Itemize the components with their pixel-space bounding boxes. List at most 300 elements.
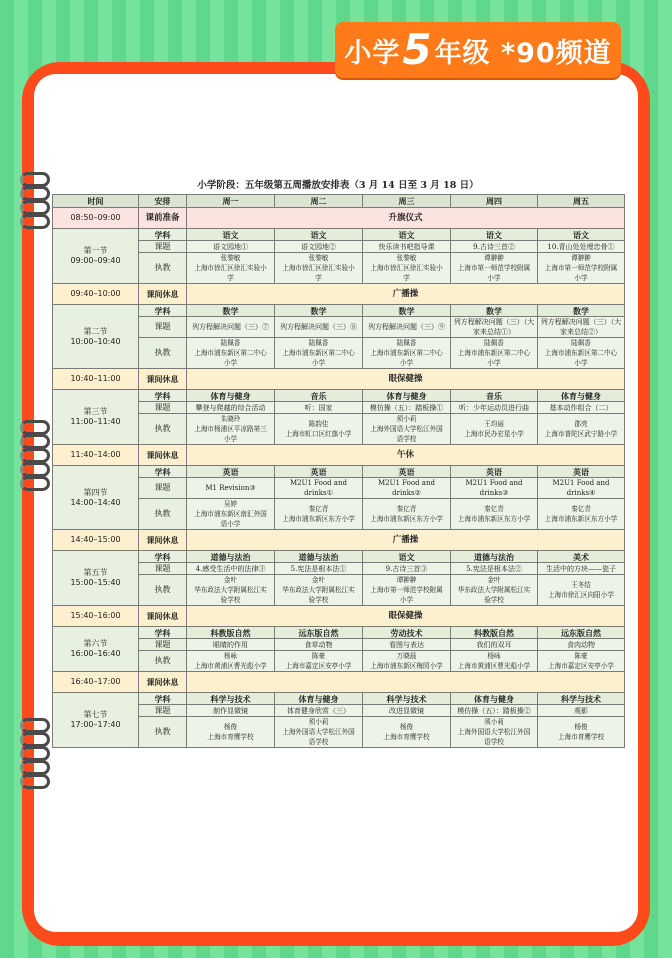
slot-label: 课间休息 [139, 445, 187, 466]
row-label-subject: 学科 [139, 390, 187, 402]
teacher-line: 陈豪 [574, 652, 588, 660]
teacher-line: 小学 [223, 435, 238, 443]
topic-row [53, 705, 625, 717]
banner-grade: 5 [402, 25, 433, 74]
period-time: 14:00–14:40 [70, 497, 121, 507]
subject-cell: 音乐 [275, 390, 363, 402]
row-label-subject: 学科 [139, 693, 187, 705]
teacher-line: 陆佩香 [484, 339, 504, 347]
teacher-line: 上海市浦东新区东方小学 [544, 515, 618, 523]
subject-cell: 数学 [451, 305, 538, 317]
teacher-line: 上海外国语大学松江外国 [370, 425, 443, 433]
teacher-cell [363, 575, 451, 606]
teacher-line: 张黎敏 [220, 254, 241, 262]
header-friday: 周五 [538, 195, 625, 208]
period-cell [53, 390, 139, 445]
row-label-topic: 课题 [139, 639, 187, 651]
topic-cell: M2U1 Food and drinks② [363, 478, 451, 499]
slot-activity: 广播操 [187, 530, 625, 551]
teacher-cell [187, 338, 275, 369]
teacher-cell [187, 651, 275, 672]
teacher-cell [363, 651, 451, 672]
teacher-line: 万晓晨 [396, 652, 417, 660]
topic-cell: 10.青山处处埋忠骨① [538, 241, 625, 253]
teacher-line: 上海市民办宏星小学 [464, 430, 524, 438]
teacher-line: 上海市浦东新区东方小学 [370, 515, 443, 523]
slot-time: 16:40–17:00 [53, 672, 139, 693]
teacher-line: 学 [227, 274, 234, 282]
subject-cell: 英语 [187, 466, 275, 478]
teacher-line: 上海市育鹰学校 [557, 733, 605, 741]
period-cell [53, 551, 139, 606]
teacher-line: 上海市徐汇区徐汇实验小 [194, 264, 267, 272]
row-label-subject: 学科 [139, 551, 187, 563]
topic-cell: 食草动物 [275, 639, 363, 651]
subject-row [53, 551, 625, 563]
subject-cell: 语文 [275, 229, 363, 241]
teacher-line: 张黎敏 [396, 254, 417, 262]
row-label-subject: 学科 [139, 305, 187, 317]
topic-row [53, 639, 625, 651]
teacher-cell [538, 651, 625, 672]
break-row [53, 606, 625, 627]
binder-ring-icon [20, 760, 50, 775]
teacher-line: 谭翀翀 [484, 254, 504, 262]
teacher-line: 上海市第一师范学校附属 [544, 264, 618, 272]
teacher-line: 上海市浦东新区梅园小学 [370, 662, 443, 670]
teacher-line: 小学 [399, 359, 414, 367]
teacher-line: 陆佩香 [220, 339, 241, 347]
topic-cell: 9.古诗三首③ [363, 563, 451, 575]
topic-cell: 看图与表达 [363, 639, 451, 651]
binder-ring-icon [20, 200, 50, 215]
subject-cell: 科学与技术 [363, 693, 451, 705]
subject-cell: 道德与法治 [275, 551, 363, 563]
topic-cell: 5.宪法是根本法① [275, 563, 363, 575]
teacher-line: 上海市第一师范学校附属 [370, 586, 443, 594]
period-time: 09:00–09:40 [70, 256, 121, 265]
teacher-line: 金叶 [487, 576, 501, 584]
subject-cell: 数学 [275, 305, 363, 317]
period-time: 15:00–15:40 [70, 578, 121, 587]
teacher-line: 郡亮 [574, 420, 588, 428]
teacher-line: 华东政法大学附属松江实 [282, 586, 355, 594]
teacher-line: 须小莉 [484, 718, 504, 726]
teacher-line: 小学 [223, 359, 238, 367]
teacher-line: 语学校 [396, 435, 417, 443]
schedule-title: 小学阶段：五年级第五周播放安排表（3 月 14 日至 3 月 18 日） [197, 180, 479, 191]
binder-ring-icon [20, 718, 50, 733]
binder-ring-icon [20, 420, 50, 435]
header-tuesday: 周二 [275, 195, 363, 208]
subject-cell: 语文 [363, 229, 451, 241]
banner-suffix: 年级 *90频道 [434, 37, 612, 69]
subject-cell: 数学 [187, 305, 275, 317]
binder-ring-icon [20, 186, 50, 201]
slot-activity: 眼保健操 [187, 606, 625, 627]
row-label-topic: 课题 [139, 563, 187, 575]
teacher-row [53, 253, 625, 284]
teacher-line: 华东政法大学附属松江实 [194, 586, 267, 594]
slot-label: 课间休息 [139, 672, 187, 693]
subject-cell: 美术 [538, 551, 625, 563]
teacher-line: 上海市虹口区红旗小学 [285, 430, 352, 438]
subject-row [53, 229, 625, 241]
binder-ring-icon [20, 774, 50, 789]
period-cell [53, 627, 139, 672]
teacher-row [53, 338, 625, 369]
subject-cell: 科教版自然 [451, 627, 538, 639]
topic-cell: 攀登与爬越的综合活动 [187, 402, 275, 414]
period-time: 11:00–11:40 [70, 417, 121, 426]
row-label-topic: 课题 [139, 478, 187, 499]
teacher-line: 小学 [487, 274, 501, 282]
binder-ring-icon [20, 732, 50, 747]
teacher-line: 上海市浦东新区南汇外国 [194, 510, 267, 518]
slot-activity [187, 672, 625, 693]
subject-cell: 语文 [538, 229, 625, 241]
period-cell [53, 305, 139, 369]
topic-cell: 体育健身欣赏（三） [275, 705, 363, 717]
teacher-line: 验学校 [220, 596, 241, 604]
teacher-line: 上海市黄浦区曹光彪小学 [194, 662, 267, 670]
teacher-line: 王均丽 [484, 420, 504, 428]
teacher-line: 陆佩香 [308, 339, 329, 347]
teacher-line: 小学 [574, 359, 588, 367]
schedule-table [52, 194, 625, 748]
teacher-line: 验学校 [308, 596, 329, 604]
teacher-cell [275, 575, 363, 606]
teacher-cell [363, 414, 451, 445]
slot-label: 课前准备 [139, 208, 187, 229]
binder-ring-icon [20, 476, 50, 491]
teacher-line: 张黎敏 [308, 254, 329, 262]
teacher-cell [538, 717, 625, 748]
teacher-line: 须小莉 [308, 718, 329, 726]
subject-cell: 英语 [275, 466, 363, 478]
row-label-subject: 学科 [139, 466, 187, 478]
binder-ring-icon [20, 434, 50, 449]
period-name: 第五节 [83, 568, 108, 577]
teacher-line: 上海外国语大学松江外国 [457, 728, 531, 736]
header-arrangement: 安排 [139, 195, 187, 208]
teacher-row [53, 575, 625, 606]
period-name: 第七节 [83, 710, 108, 719]
topic-cell: M2U1 Food and drinks① [275, 478, 363, 499]
teacher-line: 学 [403, 274, 410, 282]
teacher-line: 上海市浦东新区第二中心 [194, 349, 267, 357]
subject-cell: 数学 [363, 305, 451, 317]
topic-cell: 快乐读书吧指导课 [363, 241, 451, 253]
slot-time: 10:40–11:00 [53, 369, 139, 390]
subject-cell: 体育与健身 [363, 390, 451, 402]
teacher-line: 华东政法大学附属松江实 [457, 586, 531, 594]
teacher-line: 上海市育鹰学校 [207, 733, 254, 741]
teacher-line: 秦亿青 [396, 505, 417, 513]
teacher-line: 上海市育鹰学校 [383, 733, 430, 741]
binder-ring-icon [20, 448, 50, 463]
teacher-line: 语小学 [220, 520, 241, 528]
teacher-line: 上海市徐汇区徐汇实验小 [370, 264, 443, 272]
subject-cell: 道德与法治 [187, 551, 275, 563]
slot-time: 09:40–10:00 [53, 284, 139, 305]
topic-cell: 列方程解决问题（三）（大家来总结②） [538, 317, 625, 338]
teacher-line: 上海市浦东新区第二中心 [370, 349, 443, 357]
subject-cell: 科学与技术 [187, 693, 275, 705]
topic-cell: M2U1 Food and drinks④ [538, 478, 625, 499]
teacher-line: 杨俊 [574, 723, 588, 731]
header-thursday: 周四 [451, 195, 538, 208]
period-name: 第一节 [83, 246, 108, 255]
teacher-line: 小学 [399, 596, 414, 604]
period-cell [53, 229, 139, 284]
subject-cell: 科教版自然 [187, 627, 275, 639]
teacher-row [53, 499, 625, 530]
teacher-cell [538, 414, 625, 445]
slot-time: 08:50–09:00 [53, 208, 139, 229]
teacher-line: 上海市黄浦区曹光彪小学 [457, 662, 531, 670]
slot-label: 课间休息 [139, 284, 187, 305]
subject-cell: 道德与法治 [451, 551, 538, 563]
teacher-cell [451, 717, 538, 748]
teacher-cell [363, 253, 451, 284]
row-label-teacher: 执教 [139, 499, 187, 530]
teacher-cell [538, 338, 625, 369]
binder-ring-icon [20, 746, 50, 761]
teacher-cell [275, 338, 363, 369]
teacher-line: 上海市徐汇区徐汇实验小 [282, 264, 355, 272]
teacher-line: 秦亿青 [571, 505, 591, 513]
teacher-line: 小学 [311, 359, 326, 367]
teacher-line: 朱晓玲 [220, 415, 241, 423]
teacher-line: 谭翀翀 [571, 254, 591, 262]
slot-activity: 午休 [187, 445, 625, 466]
teacher-line: 小学 [487, 359, 501, 367]
row-label-topic: 课题 [139, 241, 187, 253]
subject-row [53, 305, 625, 317]
teacher-cell [451, 414, 538, 445]
break-row [53, 672, 625, 693]
teacher-cell [187, 414, 275, 445]
row-label-topic: 课题 [139, 317, 187, 338]
teacher-line: 须小莉 [396, 415, 417, 423]
teacher-cell [363, 717, 451, 748]
subject-cell: 体育与健身 [538, 390, 625, 402]
row-label-teacher: 执教 [139, 575, 187, 606]
break-row [53, 445, 625, 466]
teacher-cell [451, 575, 538, 606]
subject-cell: 英语 [451, 466, 538, 478]
row-label-teacher: 执教 [139, 651, 187, 672]
period-name: 第四节 [83, 487, 108, 497]
header-time: 时间 [53, 195, 139, 208]
row-label-teacher: 执教 [139, 253, 187, 284]
teacher-row [53, 651, 625, 672]
teacher-line: 秦亿青 [484, 505, 504, 513]
teacher-line: 上海市浦东新区东方小学 [282, 515, 355, 523]
topic-cell: 制作显微镜 [187, 705, 275, 717]
subject-cell: 数学 [538, 305, 625, 317]
subject-row [53, 627, 625, 639]
teacher-line: 金叶 [223, 576, 238, 584]
binder-ring-icon [20, 462, 50, 477]
slot-activity: 广播操 [187, 284, 625, 305]
period-name: 第六节 [83, 639, 108, 648]
teacher-line: 金叶 [311, 576, 326, 584]
topic-cell: 模仿操（五）：踏板操② [451, 705, 538, 717]
teacher-cell [187, 717, 275, 748]
teacher-line: 上海市浦东新区第二中心 [457, 349, 531, 357]
teacher-line: 上海市第一师范学校附属 [457, 264, 531, 272]
topic-cell: 列方程解决问题（三）⑨ [363, 317, 451, 338]
teacher-row [53, 414, 625, 445]
slot-label: 课间休息 [139, 369, 187, 390]
period-time: 10:00–10:40 [70, 336, 121, 346]
topic-cell: 列方程解决问题（三）（大家来总结①） [451, 317, 538, 338]
teacher-cell [538, 253, 625, 284]
teacher-line: 语学校 [484, 738, 504, 746]
row-label-topic: 课题 [139, 705, 187, 717]
period-cell [53, 693, 139, 748]
teacher-line: 上海市嘉定区安亭小学 [548, 662, 614, 670]
period-time: 16:00–16:40 [70, 649, 121, 658]
subject-cell: 语文 [187, 229, 275, 241]
row-label-teacher: 执教 [139, 717, 187, 748]
subject-cell: 英语 [538, 466, 625, 478]
teacher-line: 杨咏 [487, 652, 501, 660]
topic-cell: 模仿操（五）：踏板操① [363, 402, 451, 414]
subject-cell: 远东版自然 [275, 627, 363, 639]
teacher-line: 上海市杨浦区平凉路第三 [194, 425, 267, 433]
teacher-cell [187, 253, 275, 284]
topic-cell: M1 Revision③ [187, 478, 275, 499]
topic-row [53, 241, 625, 253]
period-name: 第三节 [83, 407, 108, 416]
header-monday: 周一 [187, 195, 275, 208]
subject-cell: 英语 [363, 466, 451, 478]
subject-cell: 语文 [363, 551, 451, 563]
teacher-cell [363, 338, 451, 369]
slot-time: 15:40–16:00 [53, 606, 139, 627]
header-wednesday: 周三 [363, 195, 451, 208]
teacher-line: 秦亿青 [308, 505, 329, 513]
slot-time: 14:40–15:00 [53, 530, 139, 551]
slot-label: 课间休息 [139, 530, 187, 551]
subject-cell: 劳动技术 [363, 627, 451, 639]
topic-cell: 语文园地② [275, 241, 363, 253]
period-time: 17:00–17:40 [70, 720, 121, 729]
topic-cell: 5.宪法是根本法② [451, 563, 538, 575]
topic-cell: 食肉动物 [538, 639, 625, 651]
teacher-line: 杨俊 [399, 723, 414, 731]
topic-row [53, 478, 625, 499]
teacher-line: 王冬结 [571, 581, 591, 589]
subject-row [53, 693, 625, 705]
topic-row [53, 402, 625, 414]
binder-ring-icon [20, 172, 50, 187]
topic-cell: 列方程解决问题（三）⑦ [187, 317, 275, 338]
slot-time: 11:40–14:00 [53, 445, 139, 466]
topic-cell: 语文园地① [187, 241, 275, 253]
topic-row [53, 317, 625, 338]
banner-prefix: 小学 [344, 37, 401, 69]
teacher-cell [538, 575, 625, 606]
subject-cell: 科学与技术 [538, 693, 625, 705]
teacher-line: 杨咏 [223, 652, 238, 660]
teacher-line: 上海市浦东新区东方小学 [457, 515, 531, 523]
teacher-line: 陆佩香 [396, 339, 417, 347]
topic-cell: 9.古诗三首② [451, 241, 538, 253]
teacher-cell [451, 499, 538, 530]
teacher-row [53, 717, 625, 748]
break-row [53, 284, 625, 305]
teacher-cell [187, 499, 275, 530]
slot-activity: 眼保健操 [187, 369, 625, 390]
subject-cell: 远东版自然 [538, 627, 625, 639]
subject-cell: 体育与健身 [451, 693, 538, 705]
period-cell [53, 466, 139, 530]
teacher-cell [187, 575, 275, 606]
teacher-cell [363, 499, 451, 530]
teacher-line: 杨俊 [223, 723, 238, 731]
topic-cell: 改进显微镜 [363, 705, 451, 717]
row-label-teacher: 执教 [139, 414, 187, 445]
topic-cell: 列方程解决问题（三）⑧ [275, 317, 363, 338]
topic-cell: 观影 [538, 705, 625, 717]
topic-cell: M2U1 Food and drinks③ [451, 478, 538, 499]
teacher-cell [538, 499, 625, 530]
topic-cell: 眼睛的作用 [187, 639, 275, 651]
teacher-cell [451, 253, 538, 284]
teacher-cell [275, 717, 363, 748]
row-label-topic: 课题 [139, 402, 187, 414]
topic-cell: 4.感受生活中的法律③ [187, 563, 275, 575]
slot-label: 课间休息 [139, 606, 187, 627]
teacher-line: 语学校 [308, 738, 329, 746]
teacher-line: 陈豪 [311, 652, 326, 660]
subject-cell: 语文 [451, 229, 538, 241]
teacher-line: 吴婷 [223, 500, 238, 508]
teacher-cell [451, 651, 538, 672]
subject-row [53, 390, 625, 402]
row-label-subject: 学科 [139, 627, 187, 639]
topic-cell: 听：国家 [275, 402, 363, 414]
teacher-cell [275, 253, 363, 284]
teacher-line: 小学 [574, 274, 588, 282]
teacher-cell [275, 499, 363, 530]
row-label-teacher: 执教 [139, 338, 187, 369]
topic-row [53, 563, 625, 575]
subject-cell: 音乐 [451, 390, 538, 402]
teacher-line: 学 [315, 274, 322, 282]
teacher-line: 谭翀翀 [396, 576, 417, 584]
subject-cell: 体育与健身 [275, 693, 363, 705]
header-row [53, 195, 625, 208]
teacher-line: 陈韵佳 [308, 420, 329, 428]
teacher-line: 陆佩香 [571, 339, 591, 347]
ceremony-row [53, 208, 625, 229]
teacher-line: 上海市普陀区武宁路小学 [544, 430, 618, 438]
teacher-line: 验学校 [484, 596, 504, 604]
topic-cell: 生活中的方块——瓷子 [538, 563, 625, 575]
teacher-cell [275, 651, 363, 672]
teacher-line: 上海外国语大学松江外国 [282, 728, 355, 736]
subject-cell: 体育与健身 [187, 390, 275, 402]
break-row [53, 530, 625, 551]
topic-cell: 基本动作组合（二） [538, 402, 625, 414]
binder-ring-icon [20, 214, 50, 229]
break-row [53, 369, 625, 390]
